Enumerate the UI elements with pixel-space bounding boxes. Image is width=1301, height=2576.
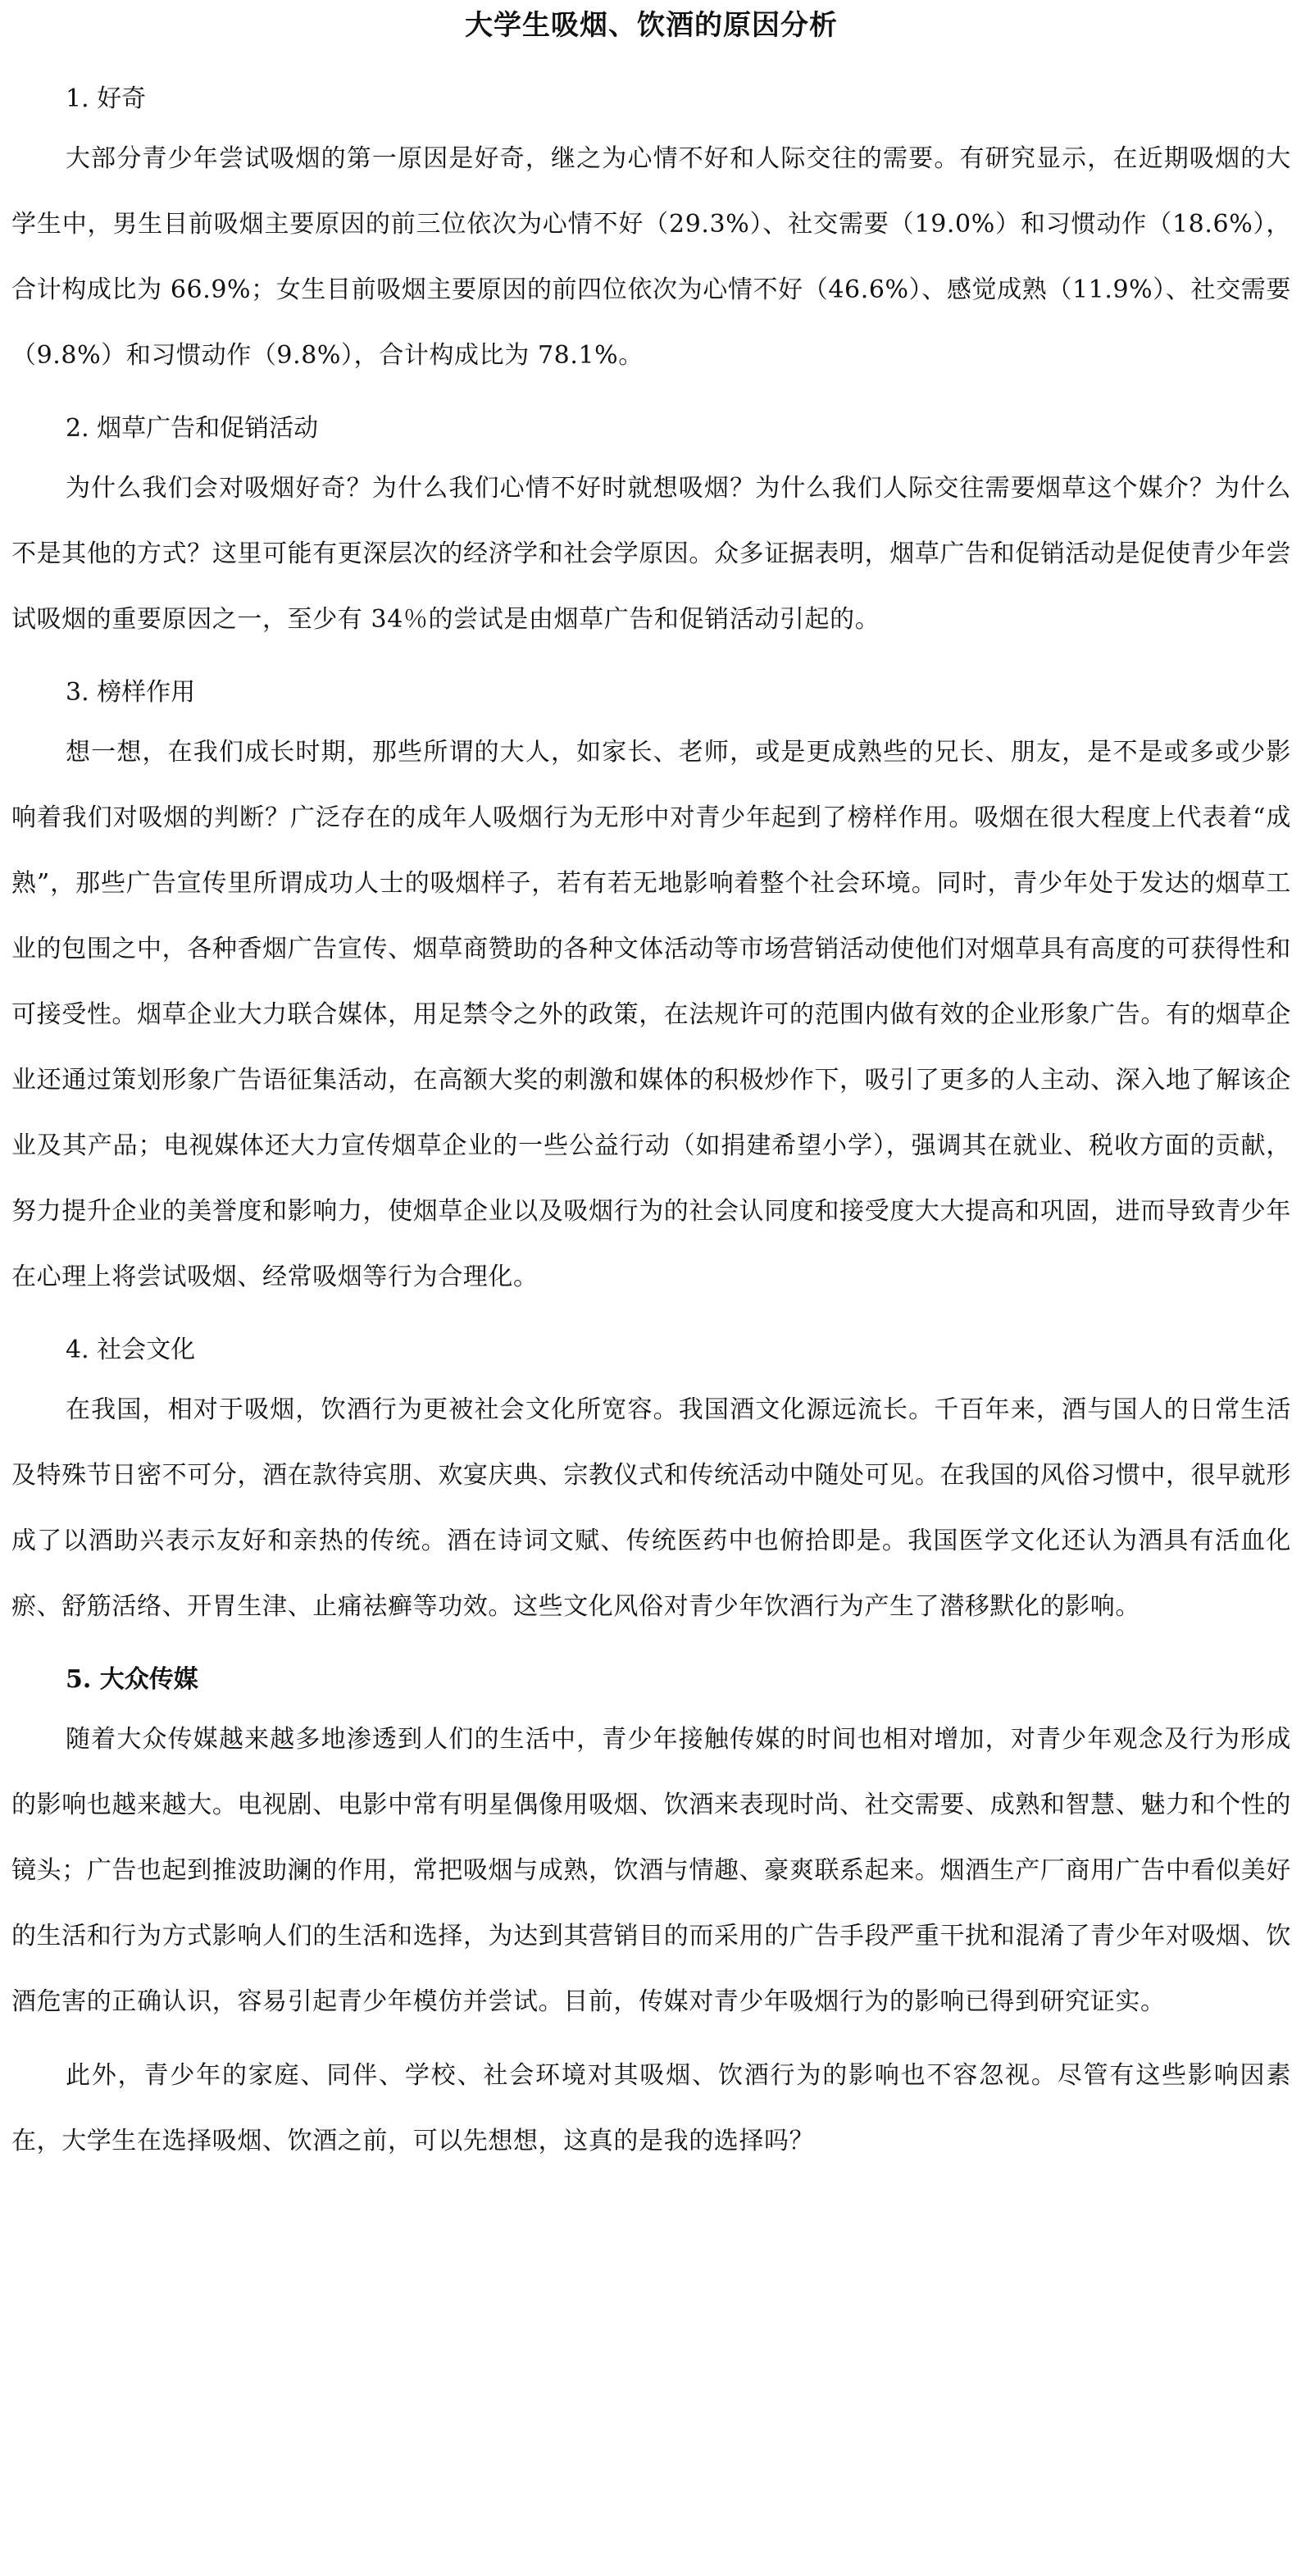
paragraph: 随着大众传媒越来越多地渗透到人们的生活中，青少年接触传媒的时间也相对增加，对青少年观念及行为形成的影响也越来越大。电视剧、电影中常有明星偶像用吸烟、饮酒来表现时尚、社交需要、成熟和智慧、魅力和个性的镜头；广告也起到推波助澜的作用，常把吸烟与成熟，饮酒与情趣、豪爽联系起来。烟酒生产厂商用广告中看似美好的生活和行为方式影响人们的生活和选择，为达到其营销目的而采用的广告手段严重干扰和混淆了青少年对吸烟、饮酒危害的正确认识，容易引起青少年模仿并尝试。目前，传媒对青少年吸烟行为的影响已得到研究证实。 xyxy=(11,1725,1291,2016)
paragraph: 此外，青少年的家庭、同伴、学校、社会环境对其吸烟、饮酒行为的影响也不容忽视。尽管有这些影响因素在，大学生在选择吸烟、饮酒之前，可以先想想，这真的是我的选择吗？ xyxy=(11,2061,1291,2155)
paragraph: 在我国，相对于吸烟，饮酒行为更被社会文化所宽容。我国酒文化源远流长。千百年来，酒与国人的日常生活及特殊节日密不可分，酒在款待宾朋、欢宴庆典、宗教仪式和传统活动中随处可见。在我国的风俗习惯中，很早就形成了以酒助兴表示友好和亲热的传统。酒在诗词文赋、传统医药中也俯拾即是。我国医学文化还认为酒具有活血化瘀、舒筋活络、开胃生津、止痛祛癣等功效。这些文化风俗对青少年饮酒行为产生了潜移默化的影响。 xyxy=(11,1395,1291,1621)
document-title: 大学生吸烟、饮酒的原因分析 xyxy=(465,9,838,42)
section-heading-curiosity: 1. 好奇 xyxy=(66,84,147,113)
section-heading-mass-media: 5. 大众传媒 xyxy=(66,1665,198,1694)
section-heading-role-model: 3. 榜样作用 xyxy=(66,678,196,707)
paragraph: 想一想，在我们成长时期，那些所谓的大人，如家长、老师，或是更成熟些的兄长、朋友，是不是或多或少影响着我们对吸烟的判断？广泛存在的成年人吸烟行为无形中对青少年起到了榜样作用。吸烟在很大程度上代表着“成熟”，那些广告宣传里所谓成功人士的吸烟样子，若有若无地影响着整个社会环境。同时，青少年处于发达的烟草工业的包围之中，各种香烟广告宣传、烟草商赞助的各种文体活动等市场营销活动使他们对烟草具有高度的可获得性和可接受性。烟草企业大力联合媒体，用足禁令之外的政策，在法规许可的范围内做有效的企业形象广告。有的烟草企业还通过策划形象广告语征集活动，在高额大奖的刺激和媒体的积极炒作下，吸引了更多的人主动、深入地了解该企业及其产品；电视媒体还大力宣传烟草企业的一些公益行动（如捐建希望小学），强调其在就业、税收方面的贡献，努力提升企业的美誉度和影响力，使烟草企业以及吸烟行为的社会认同度和接受度大大提高和巩固，进而导致青少年在心理上将尝试吸烟、经常吸烟等行为合理化。 xyxy=(11,738,1291,1291)
paragraph: 为什么我们会对吸烟好奇？为什么我们心情不好时就想吸烟？为什么我们人际交往需要烟草这个媒介？为什么不是其他的方式？这里可能有更深层次的经济学和社会学原因。众多证据表明，烟草广告和促销活动是促使青少年尝试吸烟的重要原因之一，至少有 34％的尝试是由烟草广告和促销活动引起的。 xyxy=(11,474,1291,634)
section-heading-tobacco-advertising: 2. 烟草广告和促销活动 xyxy=(66,414,319,443)
section-heading-social-culture: 4. 社会文化 xyxy=(66,1336,196,1364)
paragraph: 大部分青少年尝试吸烟的第一原因是好奇，继之为心情不好和人际交往的需要。有研究显示，在近期吸烟的大学生中，男生目前吸烟主要原因的前三位依次为心情不好（29.3%）、社交需要（19.0%）和习惯动作（18.6%），合计构成比为 66.9%；女生目前吸烟主要原因的前四位依次为心情不好（46.6%）、感觉成熟（11.9%）、社交需要（9.8%）和习惯动作（9.8%），合计构成比为 78.1%。 xyxy=(11,144,1291,370)
